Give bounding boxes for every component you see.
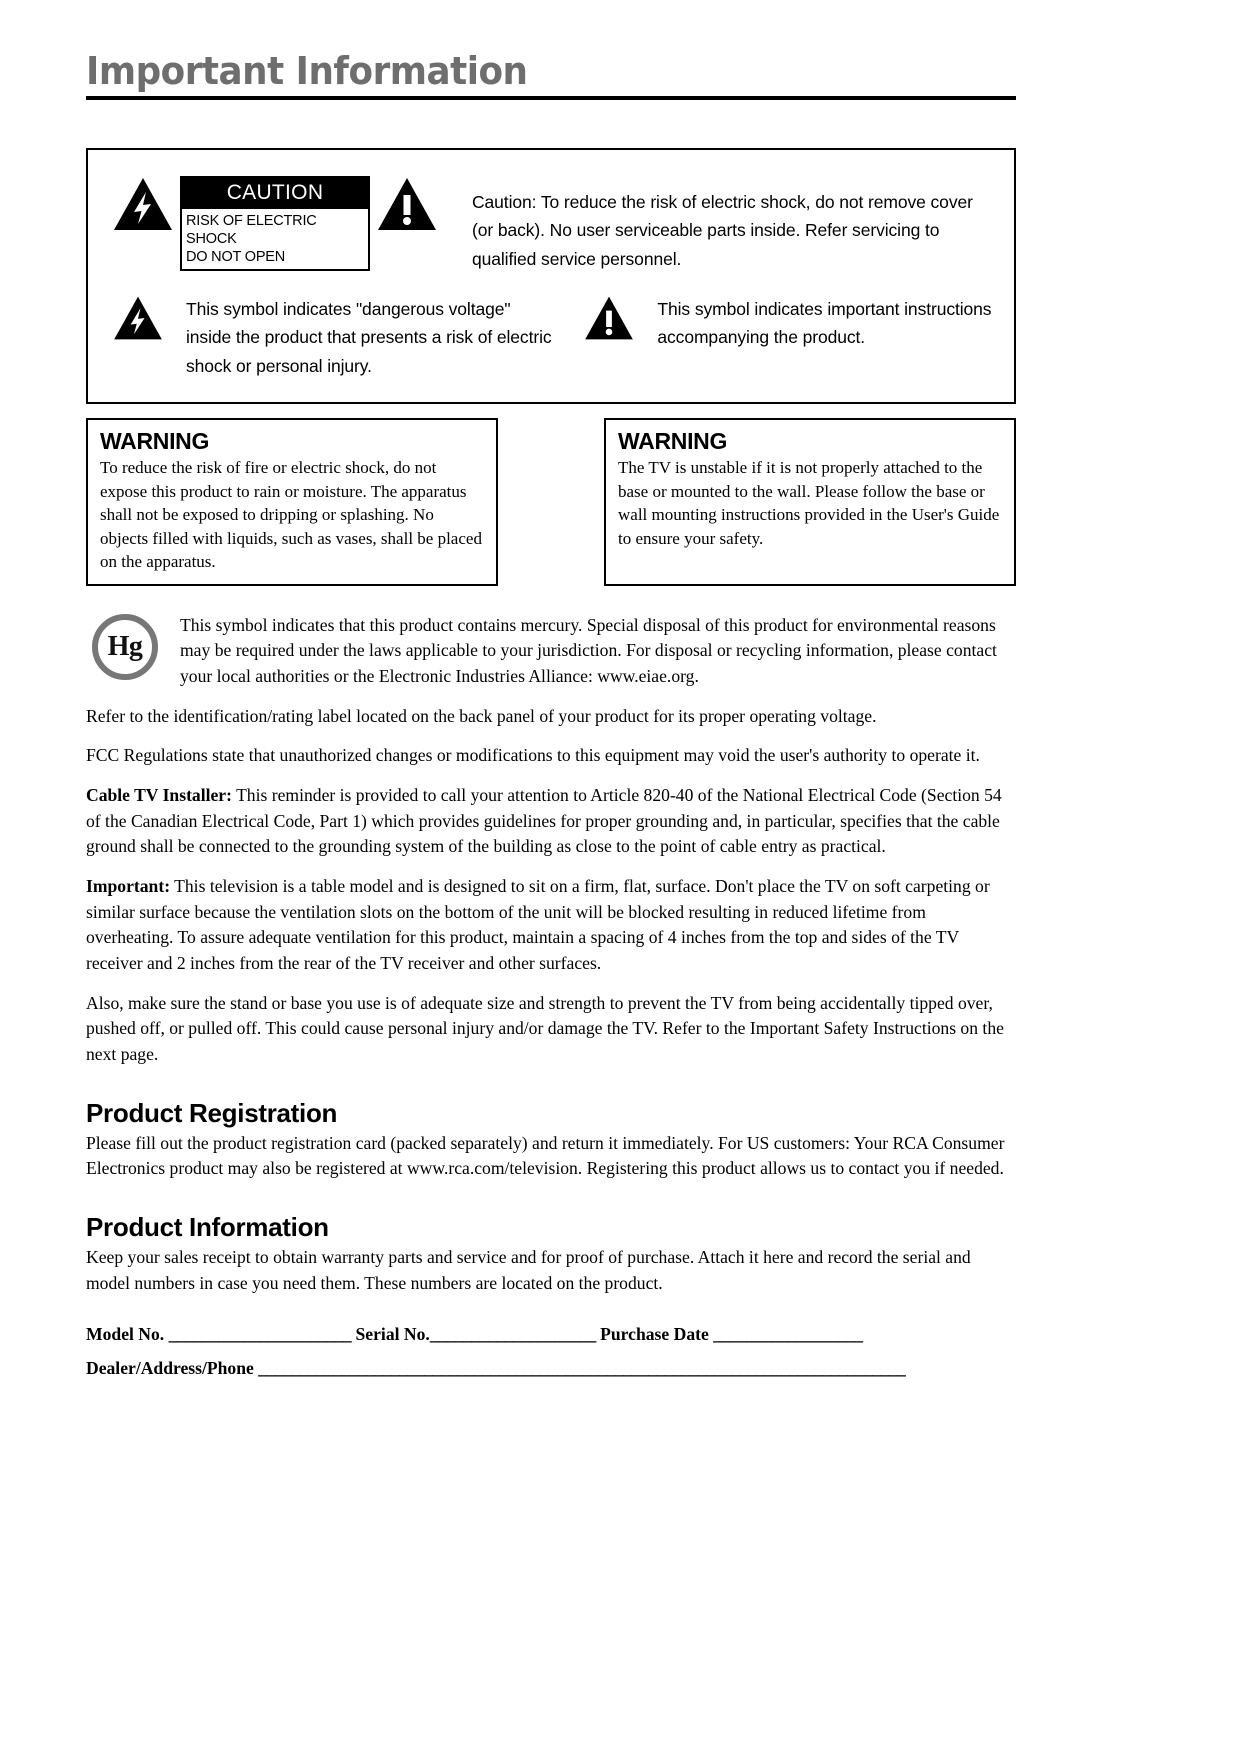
- model-no-label: Model No.: [86, 1324, 169, 1345]
- paragraph-fcc: FCC Regulations state that unauthorized changes or modifications to this equipment may void the user's authority to operate it.: [86, 745, 980, 766]
- exclamation-triangle-icon: [376, 176, 438, 232]
- dealer-field[interactable]: ______________________________________________________________________________: [258, 1357, 906, 1378]
- symbol-legend-right: [553, 295, 996, 380]
- caution-box: [86, 148, 1016, 404]
- warning-box-fire-shock: [86, 418, 498, 586]
- caution-plate: [180, 176, 370, 271]
- paragraph-rating-label: Refer to the identification/rating label located on the back panel of your product for its proper operating voltage.: [86, 705, 877, 726]
- mercury-hg-label: Hg: [107, 630, 143, 662]
- section-heading-product-registration: Product Registration: [86, 1097, 338, 1128]
- mercury-notice: [86, 612, 1016, 690]
- product-record-form: [86, 1318, 1016, 1385]
- product-information-text: Keep your sales receipt to obtain warranty parts and service and for proof of purchase. Attach it here and record the serial and model numbers in case you need them. These numbers are located on the product.: [86, 1247, 971, 1293]
- model-no-field[interactable]: ______________________: [168, 1324, 352, 1345]
- lightning-bolt-triangle-icon: [112, 295, 164, 341]
- product-registration-text: Please fill out the product registration card (packed separately) and return it immediately. For US customers: Your RCA Consumer Electronics product may also be registered at www.rca.com/television. Registering this product allows us to contact you if needed.: [86, 1132, 1005, 1179]
- caution-plate-line1: RISK OF ELECTRIC SHOCK: [186, 212, 317, 248]
- warning-title: WARNING: [100, 427, 210, 454]
- warning-box-stability: [604, 418, 1016, 586]
- caution-statement: Caution: To reduce the risk of electric shock, do not remove cover (or back). No user serviceable parts inside. Refer servicing to qualified service personnel.: [472, 191, 973, 269]
- page-title: Important Information: [86, 49, 528, 93]
- paragraph-text: This reminder is provided to call your attention to Article 820-40 of the National Electrical Code (Section 54 of the Canadian Electrical Code, Part 1) which provides guidelines for proper grounding and, in particular, specifies that the cable ground shall be connected to the grounding system of the building as close to the point of cable entry as practical.: [86, 785, 1002, 857]
- warning-title: WARNING: [618, 427, 728, 454]
- caution-plate-group: [106, 176, 438, 271]
- symbol-legend-left: [112, 295, 553, 380]
- caution-plate-line2: DO NOT OPEN: [186, 249, 286, 266]
- symbol-legend-right-text: This symbol indicates important instructions accompanying the product.: [657, 298, 992, 348]
- caution-plate-heading: CAUTION: [182, 178, 368, 209]
- warning-body: The TV is unstable if it is not properly attached to the base or mounted to the wall. Please follow the base or wall mounting instructions provided in the User's Guide to ensure your safety.: [618, 458, 1000, 548]
- caution-top-row: [106, 176, 996, 273]
- serial-no-label: Serial No.: [351, 1324, 430, 1345]
- symbol-legend-left-text: This symbol indicates "dangerous voltage" inside the product that presents a risk of electric shock or personal injury.: [186, 298, 552, 376]
- serial-no-field[interactable]: ____________________: [429, 1324, 596, 1345]
- form-line-dealer: [86, 1352, 1016, 1385]
- paragraph-cable-tv-installer: [86, 783, 1016, 860]
- warning-body: To reduce the risk of fire or electric shock, do not expose this product to rain or moisture. The apparatus shall not be exposed to dripping or splashing. No objects filled with liquids, such as vases, shall be placed on the apparatus.: [100, 458, 482, 572]
- exclamation-triangle-icon: [583, 295, 635, 341]
- purchase-date-label: Purchase Date: [595, 1324, 714, 1345]
- caution-plate-lines: [182, 209, 368, 269]
- purchase-date-field[interactable]: __________________: [713, 1324, 863, 1345]
- paragraph-lead: Important:: [86, 876, 171, 897]
- paragraph-lead: Cable TV Installer:: [86, 785, 232, 806]
- mercury-hg-circle-icon: [92, 614, 158, 680]
- title-divider: [86, 96, 1016, 100]
- warning-boxes-row: [86, 418, 1016, 586]
- mercury-notice-text: This symbol indicates that this product contains mercury. Special disposal of this product for environmental reasons may be required under the laws applicable to your jurisdiction. For disposal or recycling information, please contact your local authorities or the Electronic Industries Alliance: www.eiae.org.: [180, 614, 997, 686]
- paragraph-important: [86, 874, 1016, 977]
- paragraph-stand-base: Also, make sure the stand or base you use is of adequate size and strength to prevent the TV from being accidentally tipped over, pushed off, or pulled off. This could cause personal injury and/or damage the TV. Refer to the Important Safety Instructions on the next page.: [86, 992, 1004, 1065]
- form-line-model-serial-purchase: [86, 1318, 1016, 1351]
- section-heading-product-information: Product Information: [86, 1212, 329, 1243]
- symbol-legend-row: [106, 295, 996, 380]
- dealer-label: Dealer/Address/Phone: [86, 1357, 259, 1378]
- lightning-bolt-triangle-icon: [112, 176, 174, 232]
- paragraph-text: This television is a table model and is designed to sit on a firm, flat, surface. Don't place the TV on soft carpeting or similar surface because the ventilation slots on the bottom of the unit will be blocked resulting in reduced lifetime from overheating. To assure adequate ventilation for this product, maintain a spacing of 4 inches from the top and sides of the TV receiver and 2 inches from the rear of the TV receiver and other surfaces.: [86, 876, 990, 974]
